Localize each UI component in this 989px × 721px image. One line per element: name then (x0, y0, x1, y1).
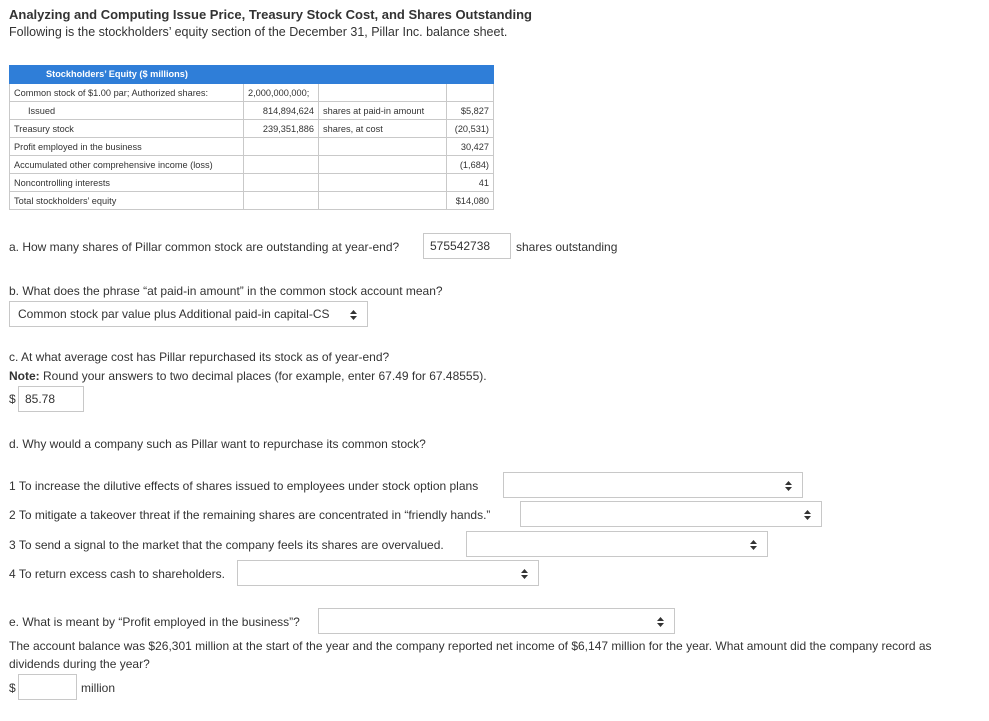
updown-arrow-icon (785, 473, 792, 497)
currency-symbol: $ (9, 681, 16, 695)
reason-text: To send a signal to the market that the company feels its shares are overvalued. (18, 538, 444, 552)
table-row (10, 102, 494, 120)
question-e-detail-line2: dividends during the year? (9, 657, 150, 671)
reason-item (9, 538, 444, 552)
updown-arrow-icon (804, 502, 811, 526)
row-amount: $14,080 (447, 192, 494, 210)
note-text: Round your answers to two decimal places (for example, enter 67.49 for 67.48555). (43, 369, 487, 383)
table-row (10, 138, 494, 156)
equity-table (9, 65, 494, 210)
question-c-note (9, 369, 487, 383)
dividends-unit: million (81, 681, 116, 695)
row-amount: $5,827 (447, 102, 494, 120)
table-header: Stockholders’ Equity ($ millions) (10, 66, 244, 84)
updown-arrow-icon (657, 609, 664, 633)
row-amount: (20,531) (447, 120, 494, 138)
row-amount (447, 84, 494, 102)
reason-3-select[interactable] (466, 531, 768, 557)
profit-employed-select[interactable] (318, 608, 675, 634)
dividends-input[interactable] (18, 674, 77, 700)
average-cost-input[interactable]: 85.78 (18, 386, 84, 412)
row-label: Noncontrolling interests (10, 174, 244, 192)
row-desc (319, 84, 447, 102)
reason-text: To mitigate a takeover threat if the remaining shares are concentrated in “friendly hands.” (18, 508, 491, 522)
reason-2-select[interactable] (520, 501, 822, 527)
row-desc: shares at paid-in amount (319, 102, 447, 120)
row-desc: shares, at cost (319, 120, 447, 138)
row-label: Accumulated other comprehensive income (loss) (10, 156, 244, 174)
updown-arrow-icon (350, 302, 357, 326)
question-a-text: a. How many shares of Pillar common stock are outstanding at year-end? (9, 240, 400, 254)
shares-outstanding-suffix: shares outstanding (516, 240, 618, 254)
table-header-row (10, 66, 494, 84)
reason-number: 4 (9, 567, 16, 581)
question-b-text: b. What does the phrase “at paid-in amount” in the common stock account mean? (9, 284, 443, 298)
row-amount: 30,427 (447, 138, 494, 156)
reason-number: 3 (9, 538, 16, 552)
reason-1-select[interactable] (503, 472, 803, 498)
question-d-text: d. Why would a company such as Pillar want to repurchase its common stock? (9, 437, 426, 451)
reason-number: 1 (9, 479, 16, 493)
reason-item (9, 567, 225, 581)
page-subtitle: Following is the stockholders’ equity section of the December 31, Pillar Inc. balance sheet. (9, 25, 508, 39)
question-c-text: c. At what average cost has Pillar repurchased its stock as of year-end? (9, 350, 390, 364)
question-e-text: e. What is meant by “Profit employed in the business”? (9, 615, 300, 629)
question-e-detail-line1: The account balance was $26,301 million at the start of the year and the company reported net income of $6,147 million for the year. What amount did the company record as (9, 639, 932, 653)
table-row (10, 174, 494, 192)
row-amount: 41 (447, 174, 494, 192)
row-label: Issued (10, 102, 244, 120)
row-shares: 239,351,886 (244, 120, 319, 138)
reason-text: To return excess cash to shareholders. (18, 567, 225, 581)
row-label: Treasury stock (10, 120, 244, 138)
row-shares: 2,000,000,000; (244, 84, 319, 102)
row-label: Common stock of $1.00 par; Authorized shares: (10, 84, 244, 102)
reason-item (9, 479, 478, 493)
table-row (10, 120, 494, 138)
table-row (10, 156, 494, 174)
note-label: Note: (9, 369, 40, 383)
reason-4-select[interactable] (237, 560, 539, 586)
reason-item (9, 508, 490, 522)
page-title: Analyzing and Computing Issue Price, Treasury Stock Cost, and Shares Outstanding (9, 7, 532, 22)
updown-arrow-icon (521, 561, 528, 585)
row-amount: (1,684) (447, 156, 494, 174)
row-shares: 814,894,624 (244, 102, 319, 120)
currency-symbol: $ (9, 392, 16, 406)
table-row (10, 192, 494, 210)
row-label: Total stockholders’ equity (10, 192, 244, 210)
shares-outstanding-input[interactable]: 575542738 (423, 233, 511, 259)
select-value: Common stock par value plus Additional paid-in capital-CS (18, 307, 330, 321)
reason-number: 2 (9, 508, 16, 522)
reason-text: To increase the dilutive effects of shares issued to employees under stock option plans (18, 479, 479, 493)
row-label: Profit employed in the business (10, 138, 244, 156)
updown-arrow-icon (750, 532, 757, 556)
paid-in-amount-select[interactable] (9, 301, 368, 327)
table-row (10, 84, 494, 102)
